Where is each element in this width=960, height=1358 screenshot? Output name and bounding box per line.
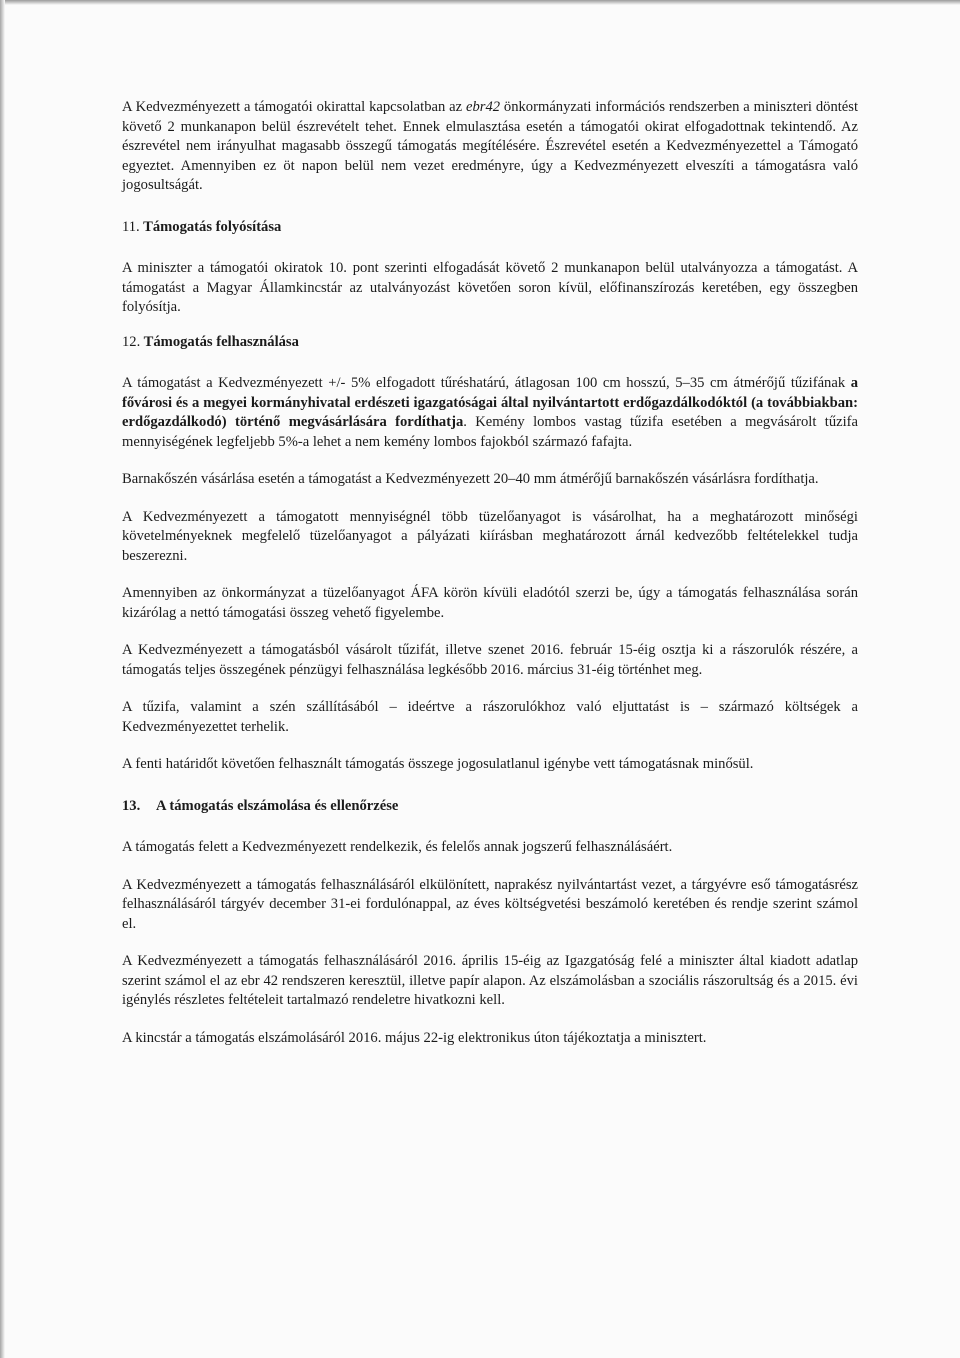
paragraph-responsibility: A támogatás felett a Kedvezményezett rendelkezik, és felelős annak jogszerű felhasználásáért. [122,839,673,855]
section-number: 13. [122,797,141,814]
paragraph-treasury-notice: A kincstár a támogatás elszámolásáról 2016. május 22-ig elektronikus úton tájékoztatja a minisztert. [122,1029,707,1046]
section-title: Támogatás felhasználása [143,333,299,350]
section-number: 11. [122,218,140,235]
paragraph-deadline: A Kedvezményezett a támogatásból vásárolt tűzifát, illetve szenet 2016. február 15-éig osztja ki a rászorulók részére, a támogatás teljes összegének pénzügyi felhasználása legkésőbb 2016. március 31-éig történhet meg. [122,642,858,678]
paragraph-vat: Amennyiben az önkormányzat a tüzelőanyagot ÁFA körön kívüli eladótól szerzi be, úgy a támogatás felhasználása során kizárólag a nettó támogatási összeg vehető figyelembe. [122,585,858,621]
paragraph-extra-quantity: A Kedvezményezett a támogatott mennyiségnél több tüzelőanyagot is vásárolhat, ha a meghatározott minőségi követelményeknek megfelelő tüzelőanyagot a pályázati kiírásban meghatározott árnál kedvezőbb feltételekkel tudja beszerezni. [122,508,858,564]
document-page [122,98,858,1048]
scan-edge-left [0,0,5,1358]
paragraph-firewood-use: A támogatást a Kedvezményezett +/- 5% elfogadott tűréshatárú, átlagosan 100 cm hosszú, 5–35 cm átmérőjű tűzifának a fővárosi és a megyei kormányhivatal erdészeti igazgatóságai által nyilvántartott erdőgazdálkodóktól (a továbbiakban: erdőgazdálkodó) történő megvásárlására fordíthatja. Kemény lombos vastag tűzifa esetében a megvásárolt tűzifa mennyiségének legfeljebb 5%-a lehet a nem kemény lombos fajokból származó fafajta. [122,375,858,450]
scan-edge-top [0,0,960,5]
bold-clause: a fővárosi és a megyei kormányhivatal erdészeti igazgatóságai által nyilvántartott erdőgazdálkodóktól (a továbbiakban: erdőgazdálkodó) történő megvásárlására fordíthatja [122,375,858,430]
section-number: 12. [122,333,141,350]
section-title: A támogatás elszámolása és ellenőrzése [156,797,399,814]
ebr42-term: ebr42 [465,99,501,115]
paragraph-lignite: Barnakőszén vásárlása esetén a támogatást a Kedvezményezett 20–40 mm átmérőjű barnakőszén vásárlásra fordíthatja. [122,471,819,487]
paragraph-settlement: A Kedvezményezett a támogatás felhasználásáról 2016. április 15-éig az Igazgatóság felé a miniszter által kiadott adatlap szerint számol el az ebr 42 rendszeren keresztül, illetve papír alapon. Az elszámolásban a szociális rászorultság és a 2015. évi igénylés részletes feltételeit tartalmazó rendeletre hivatkozni kell. [122,953,858,1008]
section-12-heading [122,333,858,353]
paragraph-disbursement: A miniszter a támogatói okiratok 10. pont szerinti elfogadását követő 2 munkanapon belül utalványozza a támogatást. A támogatást a Magyar Államkincstár az utalványozást követően soron kívül, előfinanszírozás keretében, egy összegben folyósítja. [122,260,858,315]
paragraph-transport-costs: A tűzifa, valamint a szén szállításából – ideértve a rászorulókhoz való eljuttatást is – származó költségek a Kedvezményezettet terhelik. [122,699,858,735]
paragraph-records: A Kedvezményezett a támogatás felhasználásáról elkülönített, naprakész nyilvántartást vezet, a tárgyévre eső támogatásrész felhasználásáról tárgyév december 31-ei fordulónappal, az éves költségvetési beszámoló keretében és rendje szerint számol el. [122,876,858,932]
section-title: Támogatás folyósítása [143,218,282,235]
paragraph-late-use: A fenti határidőt követően felhasznált támogatás összege jogosulatlanul igénybe vett támogatásnak minősül. [122,756,754,772]
section-13-heading [122,797,858,817]
section-11-heading [122,218,858,238]
paragraph-comment-period: A Kedvezményezett a támogatói okirattal kapcsolatban az ebr42 önkormányzati információs rendszerben a miniszteri döntést követő 2 munkanapon belül észrevételt tehet. Ennek elmulasztása esetén a támogatói okirat elfogadottnak tekintendő. Az észrevétel nem irányulhat magasabb összegű támogatás megítélésére. Észrevétel esetén a Kedvezményezettel a Támogató egyeztet. Amennyiben ez öt napon belül nem vezet eredményre, úgy a Kedvezményezett elveszíti a támogatásra való jogosultságát. [122,99,859,193]
